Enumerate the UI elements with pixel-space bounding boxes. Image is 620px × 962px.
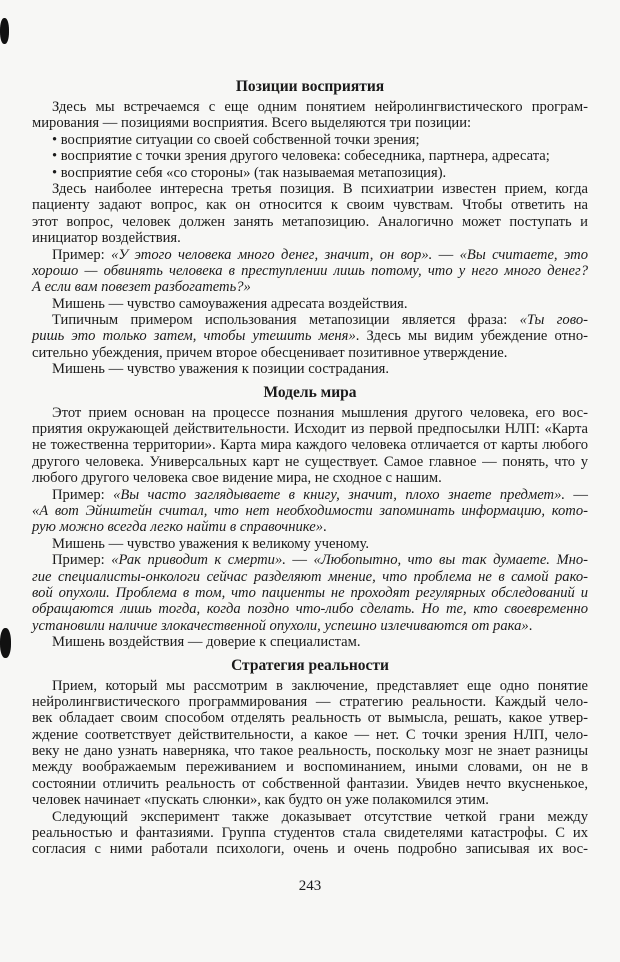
text: ждение соответствует действительности, а какое — нет. С точки зрения НЛП, чело- [32, 726, 588, 743]
text-line [32, 328, 588, 344]
text-line [32, 421, 588, 437]
text: Типичным примером использования метапозиции является фраза: [52, 312, 520, 329]
text-line [32, 437, 588, 453]
text-line [32, 569, 588, 585]
text: Здесь наиболее интересна третья позиция. В психиатрии известен прием, когда [52, 180, 588, 197]
text-line [32, 405, 588, 421]
text-line [32, 279, 588, 295]
text: Этот прием основан на процессе познания мышления другого человека, его вос- [52, 404, 588, 421]
text-line [32, 825, 588, 841]
scan-artifact [0, 628, 11, 658]
text-line [32, 618, 588, 634]
text: Пример: [52, 486, 114, 503]
text: • восприятие ситуации со своей собственной точки зрения; [52, 131, 420, 148]
text: пациенту задают вопрос, как он относится к своим чувствам. Чтобы ответить на [32, 197, 588, 214]
italic-text: «Любопытно, что вы так думаете. Мно- [313, 552, 589, 569]
text: состоянии отличить реальность от собственной фантазии. Увидев нечто вкусненькое, [32, 775, 588, 792]
section [32, 656, 588, 858]
scan-artifact [0, 18, 9, 44]
text: Прием, который мы рассмотрим в заключение, представляет еще одно понятие [52, 677, 588, 694]
text-line [32, 470, 588, 486]
text: мирования — позициями восприятия. Всего выделяются три позиции: [32, 115, 472, 132]
text: приятия окружающей действительности. Исходит из первой предпосылки НЛП: «Карта [32, 421, 588, 438]
text-line [32, 247, 588, 263]
text-line [32, 519, 588, 535]
text: другого человека. Универсальных карт не существует. Самое главное — понять, что у [32, 453, 588, 470]
italic-text: «У этого человека много денег, значит, он вор». [111, 246, 433, 263]
text: инициатор воздействия. [32, 230, 181, 247]
book-page [32, 77, 588, 858]
italic-text: «Ты гово- [519, 312, 588, 329]
text: Следующий эксперимент также доказывает отсутствие четкой грани между [52, 808, 588, 825]
text-line [32, 841, 588, 857]
text-line [32, 148, 588, 164]
text-line [32, 776, 588, 792]
italic-text: хорошо — обвинять человека в преступлении лишь потому, что у него много денег? [32, 262, 588, 279]
text-line [32, 503, 588, 519]
text-line [32, 296, 588, 312]
text-line [32, 743, 588, 759]
text: не тожественна территории». Карта мира каждого человека отличается от карты любого [32, 437, 588, 454]
text: . [528, 617, 533, 634]
text-line [32, 99, 588, 115]
text: — [285, 552, 314, 569]
text-line [32, 214, 588, 230]
text: сительно убеждения, причем второе обесценивает позитивное утверждение. [32, 344, 508, 361]
text: . [323, 519, 327, 536]
italic-text: «А вот Эйнштейн считал, что нет необходимости запоминать информацию, кото- [32, 502, 588, 519]
text-line [32, 678, 588, 694]
section-heading: Стратегия реальности [231, 656, 389, 674]
text-line [32, 197, 588, 213]
italic-text: рую можно всегда легко найти в справочнике» [32, 519, 324, 536]
text: любого другого человека свое видение мира, не сходное с нашим. [32, 470, 442, 487]
text-line [32, 345, 588, 361]
italic-text: «Рак приводит к смерти». [111, 552, 286, 569]
text: • восприятие себя «со стороны» (так называемая метапозиция). [52, 164, 447, 181]
italic-text: «Вы считаете, это [459, 246, 589, 263]
text: Мишень — чувство уважения к великому ученому. [52, 535, 370, 552]
text: Мишень — чувство уважения к позиции сострадания. [52, 361, 390, 378]
italic-text: А если вам повезет разбогатеть?» [32, 279, 251, 296]
text: — [432, 246, 460, 263]
page-number: 243 [298, 878, 322, 894]
italic-text: обращаются лишь тогда, когда поздно что-либо сделать. Но те, кто своевременно [32, 601, 588, 618]
text-line [32, 809, 588, 825]
text: • восприятие с точки зрения другого человека: собеседника, партнера, адресата; [52, 148, 550, 165]
text: — [565, 486, 588, 503]
text: этот вопрос, человек должен занять метапозицию. Аналогично может поступать и [32, 213, 588, 230]
text-line [32, 759, 588, 775]
italic-text: гие специалисты-онкологи сейчас разделяют мнение, что проблема не в самой рако- [32, 568, 588, 585]
text: нейролингвистического программирования — стратегию реальности. Каждый чело- [32, 693, 588, 710]
text: реальностью и фантазиями. Группа студентов стала свидетелями катастрофы. С их [32, 825, 588, 842]
text-line [32, 710, 588, 726]
text: человек начинает «пускать слюнки», как будто он уже полакомился этим. [32, 792, 489, 809]
text-line [32, 361, 588, 377]
section [32, 383, 588, 651]
italic-text: «Вы часто заглядываете в книгу, значит, плохо знаете предмет». [113, 486, 566, 503]
section-heading: Позиции восприятия [235, 78, 385, 95]
section-heading: Модель мира [263, 383, 357, 401]
text-line [32, 634, 588, 650]
text: . Здесь мы видим убеждение отно- [355, 328, 588, 345]
text-line [32, 792, 588, 808]
section [32, 77, 588, 378]
italic-text: вой опухоли. Проблема в том, что пациенты не проходят регулярных обследований и [32, 584, 588, 601]
italic-text: ришь это только затем, чтобы утешить меня» [32, 328, 356, 345]
text-line [32, 585, 588, 601]
text: Мишень — чувство самоуважения адресата воздействия. [52, 295, 408, 312]
text: веку не дано узнать наверняка, что такое реальность, поскольку мозг не знает разницы [32, 743, 588, 760]
text-line [32, 536, 588, 552]
text: Пример: [52, 552, 112, 569]
text-line [32, 230, 588, 246]
text: Пример: [52, 246, 112, 263]
text: между воображаемым переживанием и воспоминанием, иными словами, он не в [32, 759, 588, 776]
text: Мишень воздействия — доверие к специалистам. [52, 634, 361, 651]
text-line [32, 263, 588, 279]
text: век обладает своим способом отделять реальность от вымысла, решать, какое утвер- [32, 710, 588, 727]
text-line [32, 165, 588, 181]
italic-text: установили наличие злокачественной опухоли, успешно излечиваются от рака» [32, 617, 529, 634]
text-line [32, 694, 588, 710]
text-line [32, 181, 588, 197]
text-line [32, 312, 588, 328]
text: согласия с ними работали психологи, очень и очень подробно записывая их вос- [32, 841, 588, 858]
text-line [32, 115, 588, 131]
text-line [32, 552, 588, 568]
text: Здесь мы встречаемся с еще одним понятием нейролингвистического програм- [52, 99, 588, 115]
text-line [32, 601, 588, 617]
text-line [32, 132, 588, 148]
text-line [32, 727, 588, 743]
text-line [32, 487, 588, 503]
text-line [32, 454, 588, 470]
